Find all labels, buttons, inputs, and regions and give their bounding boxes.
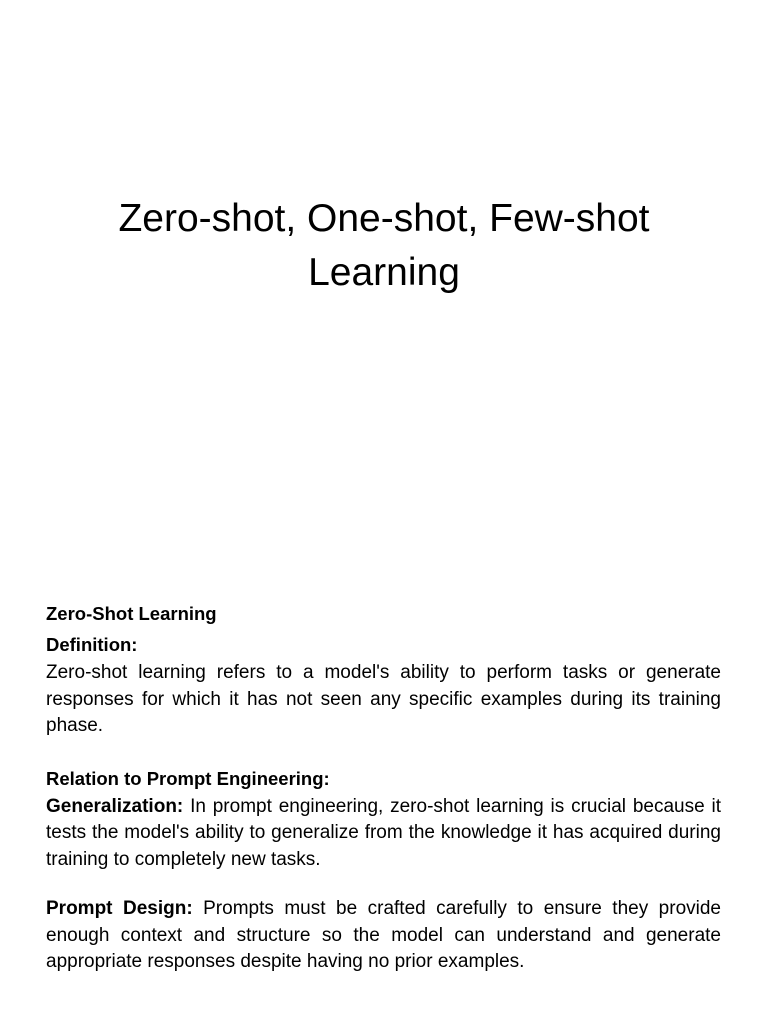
spacer [46,740,721,763]
prompt-design-paragraph [46,896,721,976]
content-body [46,598,721,976]
definition-paragraph: Zero-shot learning refers to a model's ability to perform tasks or generate responses for which it has not seen any specific examples during its training phase. [46,662,721,736]
generalization-paragraph [46,794,721,874]
page-title: Zero-shot, One-shot, Few-shot Learning [118,197,650,294]
spacer [46,873,721,896]
relation-heading: Relation to Prompt Engineering: [46,767,330,789]
prompt-design-label: Prompt Design: [46,898,193,919]
section-heading: Zero-Shot Learning [46,603,217,624]
prompt-design-text: Prompts must be crafted carefully to ensure they provide enough context and structure so the model can understand and generate appropriate responses despite having no prior examples. [46,898,722,972]
generalization-label: Generalization: [46,795,184,817]
definition-label: Definition: [46,634,138,655]
generalization-text: In prompt engineering, zero-shot learning is crucial because it tests the model's ability to generalize from the knowledge it has acquired during training to completely new tasks. [46,795,721,870]
